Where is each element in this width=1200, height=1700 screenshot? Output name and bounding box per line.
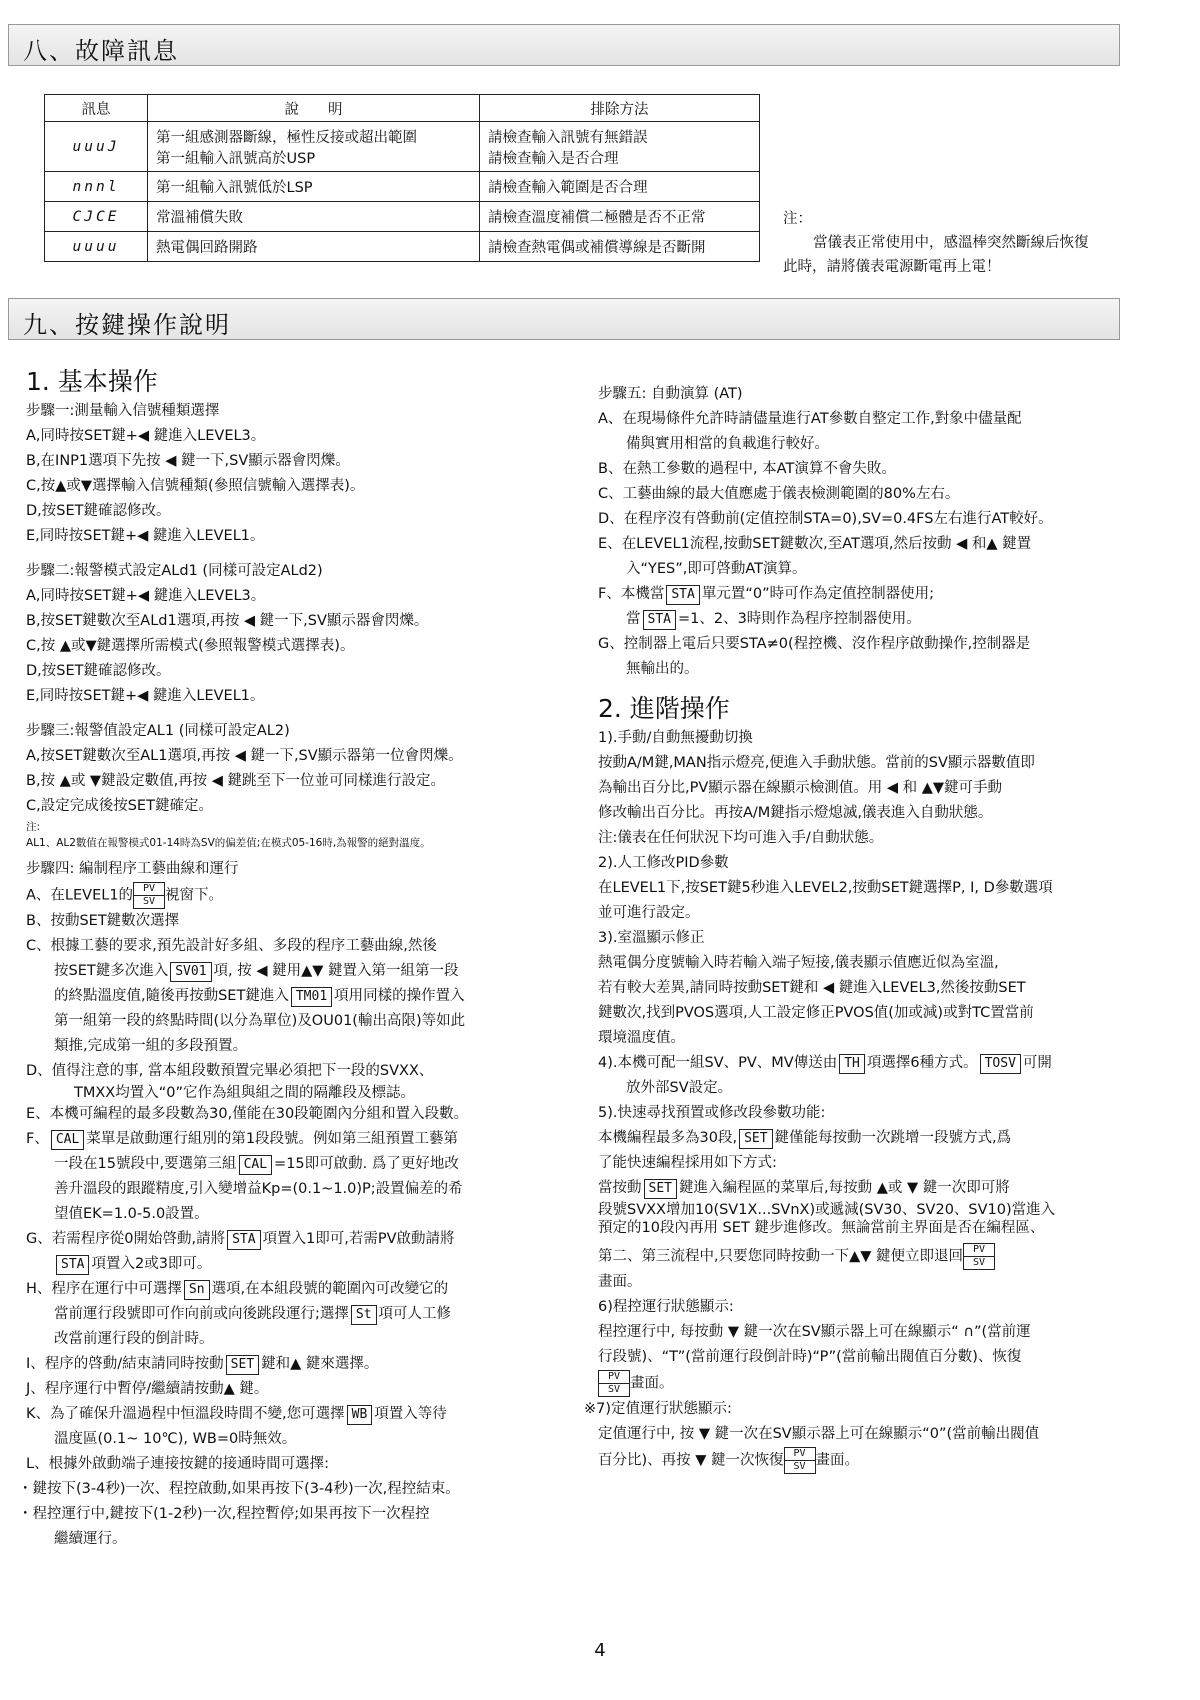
step-line [26,1277,601,1302]
left-column [18,365,601,1552]
text: 當前運行段號即可作向前或向後跳段運行;選擇 [54,1306,349,1322]
step-line: 善升溫段的跟蹤精度,引入變增益Kp=(0.1~1.0)P;設置偏差的希 [54,1181,463,1197]
step-line [26,984,601,1009]
note-label: 注： [783,211,812,227]
pv-sv-display-icon [133,882,165,909]
sv-label: SV [964,1256,994,1269]
step-title: 步驟五: 自動演算 (AT) [598,386,743,402]
text: 鍵進入編程區的菜單后,每按動 ▲或 ▼ 鍵一次即可將 [678,1180,1010,1196]
step-line [26,1252,601,1277]
para-line: 程控運行中, 每按動 ▼ 鍵一次在SV顯示器上可在線顯示“ ∩”(當前運 [598,1324,1031,1340]
para-line: 若有較大差異,請同時按動SET鍵和 ◀ 鍵進入LEVEL3,然後按動SET [598,980,1026,996]
step-line: E、本機可編程的最多段數為30,僅能在30段範圍內分組和置入段數。 [26,1106,469,1122]
desc-cell [148,122,480,172]
para-line: 為輸出百分比,PV顯示器在線顯示檢測值。用 ◀ 和 ▲▼鍵可手動 [598,780,1003,796]
step-title: 步驟一:測量輸入信號種類選擇 [26,403,220,419]
desc-line: 第一組感測器斷線，極性反接或超出範圍 [156,129,417,146]
table-row [45,172,760,202]
error-code: uuuu [45,232,148,262]
para-line: 按動A/M鍵,MAN指示燈亮,便進入手動狀態。當前的SV顯示器數值即 [598,755,1035,771]
section-header-faults [8,24,1120,66]
step-line: 第一組第一段的終點時間(以分為單位)及OU01(輸出高限)等如此 [54,1013,466,1029]
text: 4).本機可配一組SV、PV、MV傳送由 [598,1055,838,1071]
para-line [598,1176,1196,1201]
step-line: 類推,完成第一組的多段預置。 [54,1038,248,1054]
step-line: J、程序運行中暫停/繼續請按動▲ 鍵。 [26,1381,269,1397]
para-line [598,1370,1196,1397]
table-header-row [45,95,760,122]
text: F、 [26,1131,49,1147]
step-line: 入“YES”,即可啓動AT演算。 [626,561,807,577]
fix-line: 請檢查輸入訊號有無錯誤 [487,129,648,146]
text: 選項,在本組段號的範圍內可改變它的 [211,1281,449,1297]
step-line: A,同時按SET鍵+◀ 鍵進入LEVEL3。 [26,428,266,444]
para-line: 鍵數次,找到PVOS選項,人工設定修正PVOS值(加或減)或對TC置當前 [598,1005,1034,1021]
para-line: 熱電偶分度號輸入時若輸入端子短接,儀表顯示值應近似為室溫, [598,955,999,971]
step-line [26,1402,601,1427]
error-code: CJCE [45,202,148,232]
text: 菜單是啟動運行組別的第1段段號。例如第三組預置工藝第 [86,1131,459,1147]
text: H、程序在運行中可選擇 [26,1281,182,1297]
text: 一段在15號段中,要選第三組 [54,1156,237,1172]
text: A、在LEVEL1的 [26,887,134,904]
step-line: C、工藝曲線的最大值應處于儀表檢測範圍的80%左右。 [598,486,960,502]
text: G、若需程序從0開始啓動,請將 [26,1231,226,1247]
para-line: 定值運行中, 按 ▼ 鍵一次在SV顯示器上可在線顯示“0”(當前輸出閥值 [598,1426,1040,1442]
para-line: 在LEVEL1下,按SET鍵5秒進入LEVEL2,按動SET鍵選擇P, I, D參數選項 [598,880,1053,896]
note-text: 當儀表正常使用中，感溫棒突然斷線后恢復 [813,235,1089,251]
text: K、為了確保升溫過程中恒溫段時間不變,您可選擇 [26,1406,345,1422]
step-line: B、按動SET鍵數次選擇 [26,913,180,929]
sv-label: SV [599,1383,629,1396]
col-header: 排除方法 [479,95,759,122]
step-line: A,按SET鍵數次至AL1選項,再按 ◀ 鍵一下,SV顯示器第一位會閃爍。 [26,748,463,764]
step-line: D,按SET鍵確認修改。 [26,663,171,679]
para-line: 修改輸出百分比。再按A/M鍵指示燈熄滅,儀表進入自動狀態。 [598,805,993,821]
step-line [26,1227,601,1252]
col-header: 說 明 [148,95,480,122]
table-row [45,202,760,232]
pv-label: PV [143,883,156,894]
step-line: D,按SET鍵確認修改。 [26,503,171,519]
text: =15即可啟動. 爲了更好地改 [274,1156,459,1172]
key-set: SET [226,1355,259,1375]
step-line: B,在INP1選項下先按 ◀ 鍵一下,SV顯示器會閃爍。 [26,453,350,469]
step-line: C,按▲或▼選擇輸入信號種類(參照信號輸入選擇表)。 [26,478,365,494]
pv-label: PV [607,1371,621,1382]
table-row [45,122,760,172]
key-tm01: TM01 [291,987,332,1007]
key-sv01: SV01 [170,962,211,982]
para-line: 放外部SV設定。 [626,1080,733,1096]
text: 第二、第三流程中,只要您同時按動一下▲▼ 鍵便立即退回 [598,1248,964,1265]
page-number: 4 [594,1640,606,1661]
step-line: 望值EK=1.0-5.0設置。 [54,1206,209,1222]
fix-line: 請檢查輸入是否合理 [487,150,619,167]
key-cal: CAL [51,1130,84,1150]
key-sta: STA [56,1255,89,1275]
para-line [598,1051,1196,1076]
fix-cell: 請檢查溫度補償二極體是否不正常 [479,202,759,232]
pv-sv-display-icon [963,1243,995,1270]
step-title: 步驟四: 編制程序工藝曲線和運行 [26,861,239,877]
fix-cell: 請檢查輸入範圍是否合理 [479,172,759,202]
key-st: St [351,1305,377,1325]
desc-cell: 熱電偶回路開路 [148,232,480,262]
para-line: 行段號)、“T”(當前運行段倒計時)“P”(當前輸出閥值百分數)、恢復 [598,1349,1022,1365]
heading-basic: 1. 基本操作 [26,367,158,396]
step-line: ・程控運行中,鍵按下(1-2秒)一次,程控暫停;如果再按下一次程控 [18,1506,430,1522]
step-line [26,882,601,909]
text: 單元置“0”時可作為定值控制器使用; [701,586,934,602]
text: 當按動 [598,1180,642,1196]
section-title: 九、按鍵操作說明 [23,311,231,339]
para-title: 6)程控運行狀態顯示: [598,1299,734,1315]
text: 鍵僅能每按動一次跳增一段號方式,爲 [774,1130,1012,1146]
step-line: L、根據外啟動端子連接按鍵的接通時間可選擇: [26,1456,329,1472]
step-line [26,1152,601,1177]
step-line [598,607,1196,632]
para-title: ※7)定值運行狀態顯示: [584,1401,732,1417]
para-title: 3).室溫顯示修正 [598,930,705,946]
text: F、本機當 [598,586,665,602]
para-line: 預定的10段內再用 SET 鍵步進修改。無論當前主界面是否在編程區、 [598,1220,1045,1236]
text: 項, 按 ◀ 鍵用▲▼ 鍵置入第一組第一段 [213,963,459,979]
step-line: E,同時按SET鍵+◀ 鍵進入LEVEL1。 [26,688,265,704]
step-line: A,同時按SET鍵+◀ 鍵進入LEVEL3。 [26,588,266,604]
text: 項置入等待 [374,1406,447,1422]
pv-sv-display-icon [784,1447,816,1474]
para-line: 段號SVXX增加10(SV1X...SVnX)或遞減(SV30、SV20、SV10)當進入 [598,1202,1056,1218]
step-line: 繼續運行。 [54,1531,127,1547]
text: 鍵和▲ 鍵來選擇。 [261,1356,379,1372]
fix-cell: 請檢查熱電偶或補償導線是否斷開 [479,232,759,262]
fault-note [783,207,1183,279]
key-sta: STA [227,1230,260,1250]
key-sn: Sn [184,1280,210,1300]
step-line: 改當前運行段的倒計時。 [54,1331,214,1347]
step-line [598,582,1196,607]
text: =1、2、3時則作為程序控制器使用。 [677,611,921,627]
text: 項置入1即可,若需PV啟動請將 [262,1231,455,1247]
text: 項可人工修 [378,1306,452,1322]
pv-label: PV [793,1448,806,1459]
step-line: C,設定完成後按SET鍵確定。 [26,798,213,814]
text: 畫面。 [630,1375,674,1392]
step-line: C、根據工藝的要求,預先設計好多組、多段的程序工藝曲線,然後 [26,938,437,954]
step-line: 無輸出的。 [626,661,699,677]
pv-label: PV [973,1244,986,1255]
step-title: 步驟三:報警值設定AL1 (同樣可設定AL2) [26,723,290,739]
pv-sv-display-icon [598,1370,630,1397]
para-line: 注:儀表在任何狀況下均可進入手/自動狀態。 [598,830,884,846]
key-tosv: TOSV [980,1054,1021,1074]
text: 視窗下。 [165,887,224,904]
text: 當 [626,611,641,627]
para-title: 2).人工修改PID參數 [598,855,729,871]
text: 百分比)、再按 ▼ 鍵一次恢復 [598,1452,784,1469]
key-cal: CAL [239,1155,272,1175]
note-line: AL1、AL2數值在報警模式01-14時為SV的偏差值;在模式05-16時,為報警的絕對溫度。 [26,837,431,849]
text: 本機編程最多為30段, [598,1130,738,1146]
desc-cell: 第一組輸入訊號低於LSP [148,172,480,202]
error-code: uuuJ [45,122,148,172]
section-header-keys [8,298,1120,340]
note-line: 注: [26,821,41,833]
step-line: ・鍵按下(3-4秒)一次、程控啟動,如果再按下(3-4秒)一次,程控結束。 [18,1481,460,1497]
step-line: 備與實用相當的負載進行較好。 [626,436,829,452]
heading-advanced: 2. 進階操作 [598,694,730,723]
step-line: B,按SET鍵數次至ALd1選項,再按 ◀ 鍵一下,SV顯示器會閃爍。 [26,613,429,629]
step-line: C,按 ▲或▼鍵選擇所需模式(參照報警模式選擇表)。 [26,638,355,654]
key-wb: WB [347,1405,373,1425]
error-code: nnnl [45,172,148,202]
para-line: 環境溫度值。 [598,1030,685,1046]
col-header: 訊息 [45,95,148,122]
desc-cell: 常溫補償失敗 [148,202,480,232]
table-row [45,232,760,262]
key-sta: STA [643,610,676,630]
step-line [26,1127,601,1152]
step-line: D、值得注意的事, 當本組段數預置完畢必須把下一段的SVXX、 [26,1063,434,1079]
step-line [26,1352,601,1377]
para-line: 並可進行設定。 [598,905,700,921]
fix-cell [479,122,759,172]
para-title: 1).手動/自動無擾動切換 [598,730,753,746]
step-line: B,按 ▲或 ▼鍵設定數值,再按 ◀ 鍵跳至下一位並可同樣進行設定。 [26,773,446,789]
note-text: 此時，請將儀表電源斷電再上電！ [783,259,1001,275]
para-line [598,1447,1196,1474]
text: 項用同樣的操作置入 [334,988,465,1004]
text: 項置入2或3即可。 [91,1256,212,1272]
text: 項選擇6種方式。 [866,1055,978,1071]
step-line [26,1302,601,1327]
text: I、程序的啓動/結束請同時按動 [26,1356,224,1372]
step-line: B、在熱工參數的過程中, 本AT演算不會失敗。 [598,461,896,477]
text: 按SET鍵多次進入 [54,963,169,979]
text: 的終點溫度值,隨後再按動SET鍵進入 [54,988,289,1004]
sv-label: SV [785,1460,815,1473]
step-line: E、在LEVEL1流程,按動SET鍵數次,至AT選項,然后按動 ◀ 和▲ 鍵置 [598,536,1032,552]
step-line: TMXX均置入“0”它作為組與組之間的隔離段及標誌。 [74,1085,415,1101]
step-line: 溫度區(0.1~ 10℃), WB=0時無效。 [54,1431,297,1447]
para-title: 5).快速尋找預置或修改段參數功能: [598,1105,826,1121]
key-th: TH [839,1054,865,1074]
para-line: 畫面。 [598,1274,642,1290]
key-set: SET [644,1179,677,1199]
step-line: A、在現場條件允許時請儘量進行AT參數自整定工作,對象中儘量配 [598,411,1022,427]
key-sta: STA [666,585,699,605]
sv-label: SV [134,895,164,908]
right-column [584,382,1196,1474]
step-line: G、控制器上電后只要STA≠0(程控機、沒作程序啟動操作,控制器是 [598,636,1031,652]
text: 可開 [1022,1055,1052,1071]
para-line [598,1243,1196,1270]
step-line: E,同時按SET鍵+◀ 鍵進入LEVEL1。 [26,528,265,544]
step-line: D、在程序沒有啓動前(定值控制STA=0),SV=0.4FS左右進行AT較好。 [598,511,1053,527]
para-line [598,1126,1196,1151]
key-set: SET [739,1129,772,1149]
step-line [26,959,601,984]
fault-table [44,94,760,262]
desc-line: 第一組輸入訊號高於USP [156,150,316,167]
section-title: 八、故障訊息 [23,37,179,65]
step-title: 步驟二:報警模式設定ALd1 (同樣可設定ALd2) [26,563,323,579]
text: 畫面。 [815,1452,860,1469]
para-line: 了能快速編程採用如下方式: [598,1155,777,1171]
